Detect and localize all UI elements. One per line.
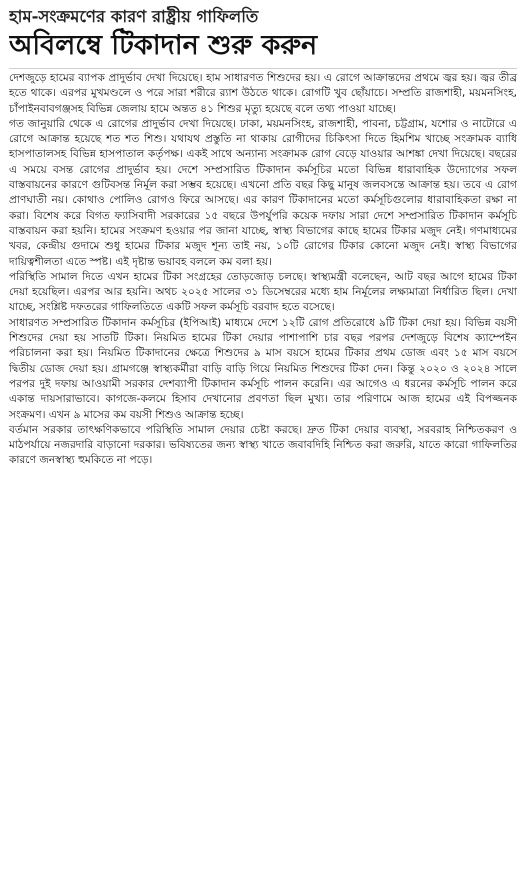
- paragraph-5: বর্তমান সরকার তাৎক্ষণিকভাবে পরিস্থিতি সামাল দেয়ার চেষ্টা করছে। দ্রুত টিকা দেয়ার ব্যবস্থা, সরবরাহ নিশ্চিতকরণ ও মাঠপর্যায়ে নজরদারি বাড়ানো দরকার। ভবিষ্যতের জন্য স্বাস্থ্য খাতে জবাবদিহি নিশ্চিত করা জরুরি, যাতে কারো গাফিলতির কারণে জনস্বাস্থ্য হুমকিতে না পড়ে।: [9, 423, 517, 467]
- kicker-headline: হাম-সংক্রমণের কারণ রাষ্ট্রীয় গাফিলতি: [9, 7, 259, 26]
- article-body: [9, 71, 517, 469]
- paragraph-3: পরিস্থিতি সামাল দিতে এখন হামের টিকা সংগ্রহের তোড়জোড় চলছে। স্বাস্থ্যমন্ত্রী বলেছেন, আট বছর আগে হামের টিকা দেয়া হয়েছিল। এরপর আর হয়নি। অথচ ২০২৫ সালের ৩১ ডিসেম্বরের মধ্যে হাম নির্মূলের লক্ষ্যমাত্রা নির্ধারিত ছিল। দেখা যাচ্ছে, সংশ্লিষ্ট দফতরের গাফিলতিতে একটি সফল কর্মসূচি বরবাদ হতে বসেছে।: [9, 270, 517, 314]
- main-headline: অবিলম্বে টিকাদান শুরু করুন: [9, 30, 318, 61]
- paragraph-1: দেশজুড়ে হামের ব্যাপক প্রাদুর্ভাব দেখা দিয়েছে। হাম সাধারণত শিশুদের হয়। এ রোগে আক্রান্তদের প্রথমে জ্বর হয়। জ্বর তীব্র হতে থাকে। এরপর মুখমণ্ডলে ও পরে সারা শরীরে র‍্যাশ উঠতে থাকে। রোগটি খুব ছোঁয়াচে। সম্প্রতি রাজশাহী, ময়মনসিংহ, চাঁপাইনবাবগঞ্জসহ বিভিন্ন জেলায় হামে অন্তত ৪১ শিশুর মৃত্যু হয়েছে বলে তথ্য পাওয়া যাচ্ছে।: [9, 72, 517, 115]
- top-divider: [9, 68, 517, 69]
- paragraph-2: গত জানুয়ারি থেকে এ রোগের প্রাদুর্ভাব দেখা দিয়েছে। ঢাকা, ময়মনসিংহ, রাজশাহী, পাবনা, চট্টগ্রাম, যশোর ও নাটোরে এ রোগে আক্রান্ত হয়েছে শত শত শিশু। যথাযথ প্রস্তুতি না থাকায় রোগীদের চিকিৎসা দিতে হিমশিম খাচ্ছে সংক্রামক ব্যাধি হাসপাতালসহ বিভিন্ন হাসপাতাল কর্তৃপক্ষ। একই সাথে অন্যান্য সংক্রামক রোগ বেড়ে যাওয়ার আশঙ্কা দেখা দিয়েছে। বছরের এ সময়ে বসন্ত রোগের প্রাদুর্ভাব হয়। দেশে সম্প্রসারিত টিকাদান কর্মসূচির মতো বিভিন্ন ধারাবাহিক উদ্যোগের সফল বাস্তবায়নের কারণে গুটিবসন্ত নির্মূল করা সম্ভব হয়েছে। এখনো প্রতি বছর কিছু মানুষ জলবসন্তে আক্রান্ত হয়। তবে এ রোগ প্রাণঘাতী নয়। কোথাও পোলিও রোগও ফিরে আসছে। এর কারণ টিকাদানের মতো কর্মসূচিগুলোর ধারাবাহিকতা রক্ষা না করা। বিশেষ করে বিগত ফ্যাসিবাদী সরকারের ১৫ বছরে উপর্যুপরি কয়েক দফায় সারা দেশে সম্প্রসারিত টিকাদান কর্মসূচি বাস্তবায়ন করা হয়নি। হামের সংক্রমণ হওয়ার পর জানা যাচ্ছে, স্বাস্থ্য বিভাগের কাছে হামের টিকার মজুদ নেই। গণমাধ্যমের খবর, কেন্দ্রীয় গুদামে শুধু হামের টিকার মজুদ শূন্য তাই নয়, ১০টি রোগের টিকার কোনো মজুদ নেই। স্বাস্থ্য বিভাগের দায়িত্বশীলতা এতে স্পষ্ট। এই দৃষ্টান্ত ভয়াবহ বললে কম বলা হয়।: [9, 117, 517, 268]
- paragraph-4: সাধারণত সম্প্রসারিত টিকাদান কর্মসূচির (ইপিআই) মাধ্যমে দেশে ১২টি রোগ প্রতিরোধে ৯টি টিকা দেয়া হয়। বিভিন্ন বয়সী শিশুদের দেয়া হয় সাতটি টিকা। নিয়মিত হামের টিকা দেয়ার পাশাপাশি চার বছর পরপর দেশজুড়ে বিশেষ ক্যাম্পেইন পরিচালনা করা হয়। নিয়মিত টিকাদানের ক্ষেত্রে শিশুদের ৯ মাস বয়সে হামের টিকার প্রথম ডোজ এবং ১৫ মাস বয়সে দ্বিতীয় ডোজ দেয়া হয়। গ্রামগঞ্জে স্বাস্থ্যকর্মীরা বাড়ি বাড়ি গিয়ে নিয়মিত শিশুদের টিকা দেন। কিন্তু ২০২০ ও ২০২৪ সালে পরপর দুই দফায় আওয়ামী সরকার দেশব্যাপী টিকাদান কর্মসূচি পালন করেনি। এর আগেও এ ধরনের কর্মসূচি পালন করে একান্ত দায়সারাভাবে। কাগজে-কলমে হিসাব দেখানোর প্রবণতা ছিল মুখ্য। তার পরিণামে আজ হামের এই বিপজ্জনক সংক্রমণ। এখন ৯ মাসের কম বয়সী শিশুও আক্রান্ত হচ্ছে।: [9, 316, 517, 421]
